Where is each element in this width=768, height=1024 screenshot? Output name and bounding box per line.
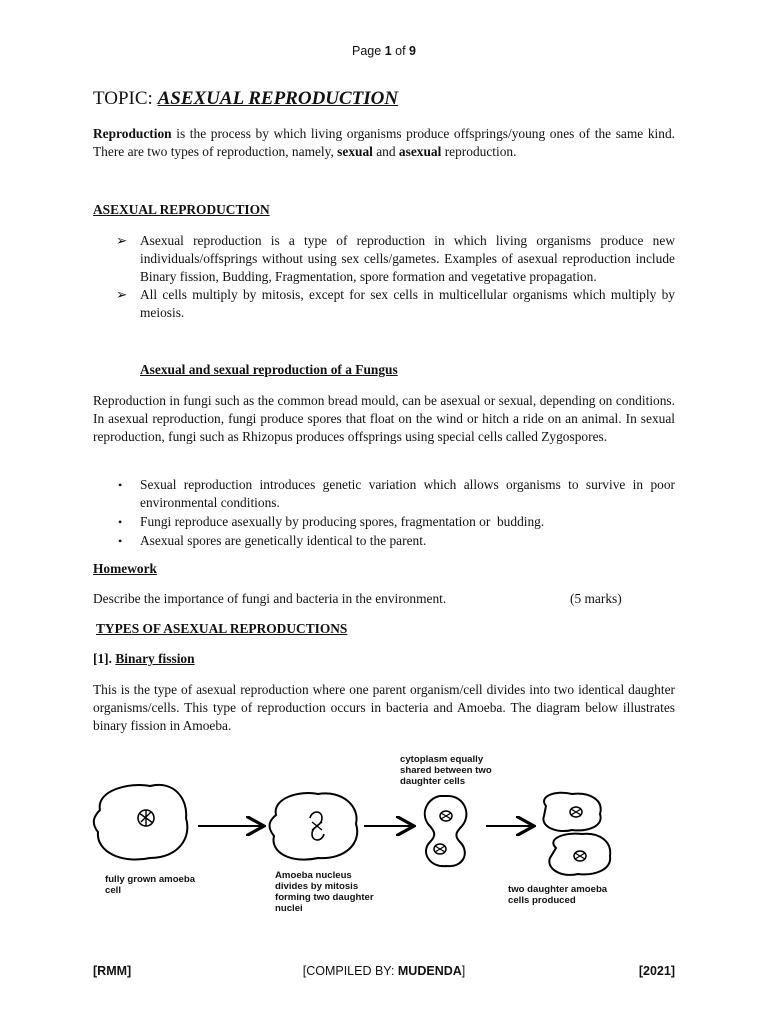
page-header [0, 44, 768, 58]
fully-grown-amoeba-cell [94, 785, 188, 860]
daughter-amoeba-bottom [549, 834, 610, 875]
footer-compiled-label: [COMPILED BY: [302, 964, 398, 978]
arrow-bullet-icon: ➢ [116, 287, 128, 302]
list-item [116, 232, 675, 286]
amoeba-diagram-svg [0, 740, 768, 940]
bullet-text: Asexual reproduction is a type of reproduction in which living organisms produce new individuals/offsprings without using sex cells/gametes. Examples of asexual reproduction include Binary fission, Budding, Fragmentation, spore formation and vegetative propagation. [140, 233, 675, 284]
types-heading: TYPES OF ASEXUAL REPRODUCTIONS [96, 621, 348, 636]
list-item [116, 286, 675, 322]
label-line: cytoplasm equally [400, 754, 484, 765]
topic-name: ASEXUAL REPRODUCTION [157, 88, 399, 109]
list-item [118, 532, 675, 550]
homework-marks: (5 marks) [570, 591, 622, 606]
arrow-bullet-icon: ➢ [116, 233, 128, 248]
daughter-amoeba-top [543, 793, 600, 831]
intro-text-1: is the process by which living organisms produce offsprings/young ones of the same kind. There are two types of reproduction, namely, [93, 126, 675, 159]
label-line: cell [105, 885, 122, 896]
fungus-bullet-list [118, 476, 675, 550]
binary-number: [1]. [93, 651, 116, 666]
label-line: shared between two [400, 765, 492, 776]
fungus-paragraph: Reproduction in fungi such as the common bread mould, can be asexual or sexual, depending on conditions. In asexual reproduction, fungi produce spores that float on the wind or hitch a ride on an animal. In sexual reproduction, fungi such as Rhizopus produces offsprings using special cells called Zygospores. [93, 393, 675, 444]
intro-term: Reproduction [93, 126, 172, 141]
label-line: forming two daughter [275, 892, 374, 903]
splitting-amoeba-cell [425, 796, 467, 866]
dividing-nucleus-cell [270, 793, 358, 860]
label-line: cells produced [508, 895, 576, 906]
dividing-nucleus-icon [310, 812, 324, 840]
page-current: 1 [384, 44, 392, 58]
label-line: Amoeba nucleus [275, 870, 352, 881]
label-daughter-cells [508, 884, 607, 906]
bullet-text: Sexual reproduction introduces genetic variation which allows organisms to survive in poor environmental conditions. [140, 477, 675, 510]
intro-sexual: sexual [337, 144, 373, 159]
intro-and: and [372, 144, 399, 159]
fungus-heading: Asexual and sexual reproduction of a Fungus [140, 362, 398, 377]
page-total: 9 [409, 44, 416, 58]
bullet-text: Asexual spores are genetically identical to the parent. [140, 533, 427, 548]
label-cytoplasm [400, 754, 492, 787]
label-fully-grown [105, 874, 195, 896]
intro-paragraph [93, 125, 675, 161]
daughter-nucleus-bottom-icon [434, 844, 446, 854]
intro-text-2: reproduction. [441, 144, 517, 159]
page-label: Page [352, 44, 385, 58]
homework-question: Describe the importance of fungi and bacteria in the environment. [93, 591, 447, 606]
section-heading-asexual: ASEXUAL REPRODUCTION [93, 202, 270, 217]
label-line: two daughter amoeba [508, 884, 608, 895]
intro-asexual: asexual [398, 144, 442, 159]
binary-heading-text: Binary fission [115, 651, 195, 666]
label-line: divides by mitosis [275, 881, 359, 892]
binary-fission-heading [93, 651, 195, 667]
homework-heading: Homework [93, 561, 157, 576]
amoeba-nucleus-icon [138, 810, 154, 826]
topic-title [93, 88, 398, 110]
label-nucleus-divides [275, 870, 374, 914]
list-item [118, 476, 675, 512]
footer-compiler-name: MUDENDA [397, 964, 462, 978]
binary-fission-diagram [0, 740, 768, 940]
topic-prefix: TOPIC: [93, 88, 158, 109]
footer-left: [RMM] [93, 964, 132, 978]
page-of: of [391, 44, 410, 58]
bullet-text: Fungi reproduce asexually by producing spores, fragmentation or budding. [140, 514, 545, 529]
dot-bullet-icon: • [118, 478, 123, 492]
asexual-bullet-list [116, 232, 675, 322]
daughter-nucleus-top-icon [440, 811, 452, 821]
dot-bullet-icon: • [118, 534, 123, 548]
footer-right: [2021] [638, 964, 675, 978]
label-line: fully grown amoeba [105, 874, 196, 885]
daughter-bottom-nucleus-icon [574, 851, 586, 861]
list-item [118, 513, 675, 531]
dot-bullet-icon: • [118, 515, 123, 529]
daughter-top-nucleus-icon [570, 807, 582, 817]
binary-fission-paragraph: This is the type of asexual reproduction where one parent organism/cell divides into two identical daughter organisms/cells. This type of reproduction occurs in bacteria and Amoeba. The diagram below illustrates binary fission in Amoeba. [93, 682, 675, 733]
label-line: nuclei [275, 903, 303, 914]
label-line: daughter cells [400, 776, 466, 787]
bullet-text: All cells multiply by mitosis, except for sex cells in multicellular organisms which multiply by meiosis. [140, 287, 675, 320]
footer-bracket: ] [461, 964, 466, 978]
